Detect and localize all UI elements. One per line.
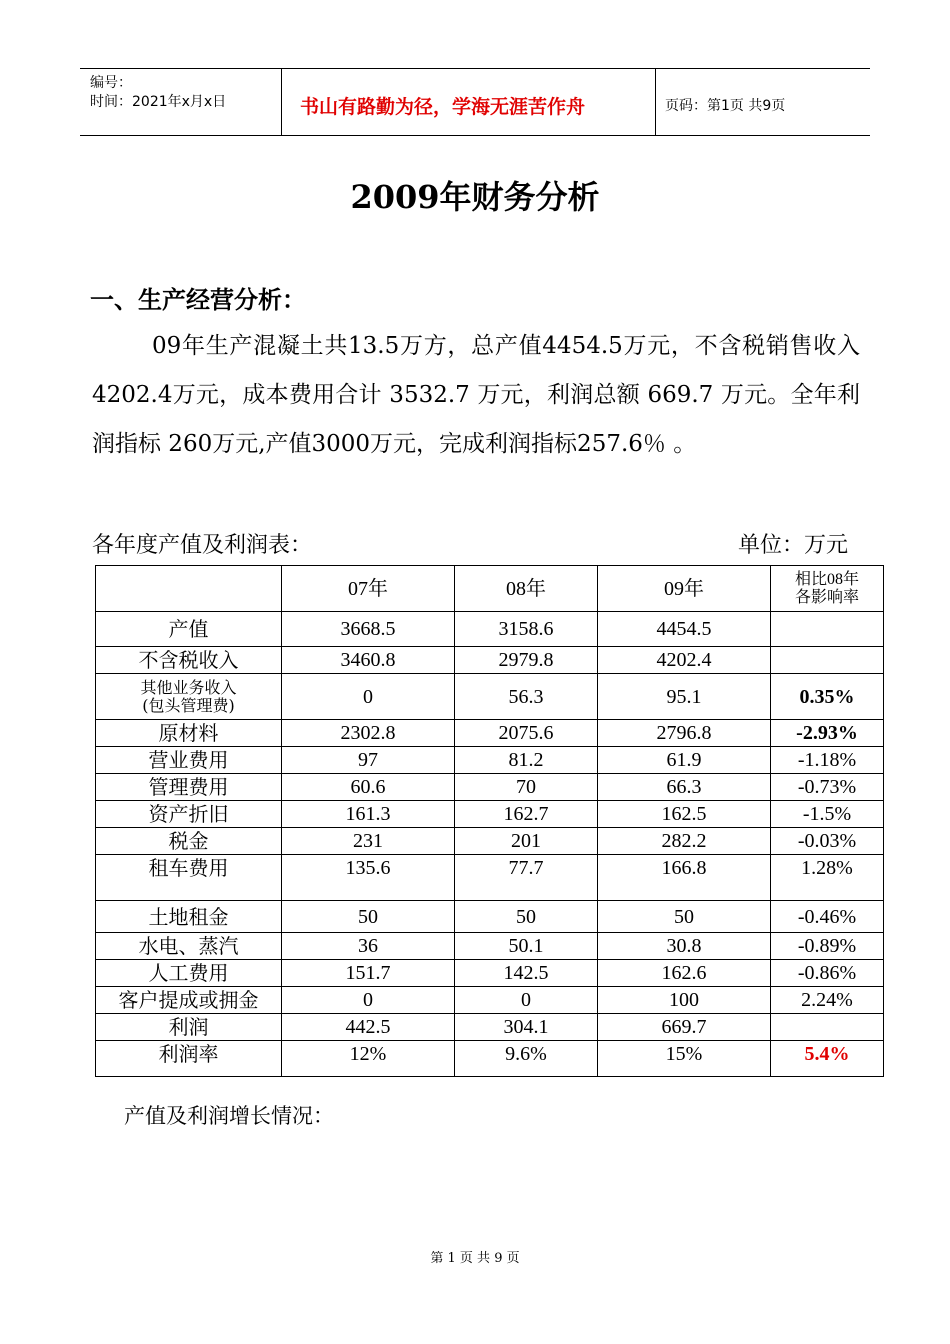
- cell-rate: 5.4%: [771, 1041, 884, 1077]
- cell-07: 36: [282, 933, 455, 960]
- row-label: 租车费用: [96, 855, 282, 901]
- cell-09: 669.7: [598, 1014, 771, 1041]
- table-row: [96, 960, 884, 987]
- cell-08: 162.7: [455, 801, 598, 828]
- row-label: 人工费用: [96, 960, 282, 987]
- table-header-row: [96, 566, 884, 612]
- row-label: 产值: [96, 612, 282, 647]
- table-row: [96, 1014, 884, 1041]
- header-cell-09: 09年: [598, 566, 771, 612]
- table-unit: 单位：万元: [738, 533, 849, 558]
- cell-rate: -0.46%: [771, 901, 884, 933]
- cell-rate: -1.18%: [771, 747, 884, 774]
- growth-caption: 产值及利润增长情况：: [124, 1104, 334, 1128]
- cell-07: 60.6: [282, 774, 455, 801]
- table-row: [96, 828, 884, 855]
- header-rate-line2: 各影响率: [794, 588, 859, 606]
- section-heading: 一、生产经营分析：: [90, 286, 306, 314]
- cell-09: 95.1: [598, 674, 771, 720]
- cell-08: 3158.6: [455, 612, 598, 647]
- cell-rate: 0.35%: [771, 674, 884, 720]
- cell-09: 282.2: [598, 828, 771, 855]
- header-bottom-rule: [80, 135, 870, 136]
- header-divider-left: [281, 68, 282, 136]
- cell-08: 142.5: [455, 960, 598, 987]
- cell-09: 162.5: [598, 801, 771, 828]
- table-row: [96, 1041, 884, 1077]
- cell-07: 2302.8: [282, 720, 455, 747]
- cell-07: 135.6: [282, 855, 455, 901]
- header-cell-07: 07年: [282, 566, 455, 612]
- cell-rate: -2.93%: [771, 720, 884, 747]
- row-label: 客户提成或拥金: [96, 987, 282, 1014]
- row-label: 资产折旧: [96, 801, 282, 828]
- table-row: [96, 747, 884, 774]
- cell-rate: -0.89%: [771, 933, 884, 960]
- cell-rate: [771, 612, 884, 647]
- cell-08: 2979.8: [455, 647, 598, 674]
- cell-07: 161.3: [282, 801, 455, 828]
- cell-07: 0: [282, 674, 455, 720]
- cell-09: 30.8: [598, 933, 771, 960]
- table-row: [96, 674, 884, 720]
- cell-rate: [771, 647, 884, 674]
- header-cell-rate: [771, 566, 884, 612]
- cell-08: 50: [455, 901, 598, 933]
- paragraph-text: 09年生产混凝土共13.5万方，总产值4454.5万元，不含税销售收入4202.4万元，成本费用合计 3532.7 万元，利润总额 669.7 万元。全年利润指标 260万元,产值3000万元，完成利润指标257.6％ 。: [92, 333, 860, 457]
- row-label: [96, 674, 282, 720]
- cell-09: 166.8: [598, 855, 771, 901]
- cell-09: 50: [598, 901, 771, 933]
- cell-08: 0: [455, 987, 598, 1014]
- header-cell-blank: [96, 566, 282, 612]
- row-label: 税金: [96, 828, 282, 855]
- cell-rate: 2.24%: [771, 987, 884, 1014]
- row-label: 不含税收入: [96, 647, 282, 674]
- cell-08: 77.7: [455, 855, 598, 901]
- table-row: [96, 987, 884, 1014]
- cell-07: 3668.5: [282, 612, 455, 647]
- page-footer: 第 1 页 共 9 页: [430, 1251, 520, 1266]
- cell-08: 9.6%: [455, 1041, 598, 1077]
- header-divider-right: [655, 68, 656, 136]
- cell-09: 4454.5: [598, 612, 771, 647]
- doc-date-label: 时间：2021年x月x日: [90, 94, 227, 110]
- cell-09: 4202.4: [598, 647, 771, 674]
- row-label: 利润: [96, 1014, 282, 1041]
- page-title: 2009年财务分析: [350, 178, 600, 216]
- table-row: [96, 647, 884, 674]
- body-paragraph: [92, 322, 860, 469]
- cell-09: 100: [598, 987, 771, 1014]
- cell-07: 442.5: [282, 1014, 455, 1041]
- cell-rate: -1.5%: [771, 801, 884, 828]
- cell-07: 231: [282, 828, 455, 855]
- table-row: [96, 720, 884, 747]
- cell-09: 61.9: [598, 747, 771, 774]
- cell-08: 304.1: [455, 1014, 598, 1041]
- row-label: 水电、蒸汽: [96, 933, 282, 960]
- header-motto: 书山有路勤为径，学海无涯苦作舟: [300, 96, 586, 118]
- table-row: [96, 801, 884, 828]
- table-row: [96, 933, 884, 960]
- header-rate-line1: 相比08年: [794, 570, 859, 588]
- row-label: 管理费用: [96, 774, 282, 801]
- cell-07: 50: [282, 901, 455, 933]
- cell-08: 70: [455, 774, 598, 801]
- cell-08: 56.3: [455, 674, 598, 720]
- header-cell-08: 08年: [455, 566, 598, 612]
- row-label-line1: 其他业务收入: [140, 677, 237, 697]
- financial-table: [95, 565, 884, 1077]
- header-top-rule: [80, 68, 870, 69]
- row-label-line2: (包头管理费): [142, 695, 235, 715]
- table-row: [96, 855, 884, 901]
- row-label: 原材料: [96, 720, 282, 747]
- cell-09: 66.3: [598, 774, 771, 801]
- row-label: 营业费用: [96, 747, 282, 774]
- row-label: 利润率: [96, 1041, 282, 1077]
- row-label: 土地租金: [96, 901, 282, 933]
- cell-rate: -0.73%: [771, 774, 884, 801]
- cell-09: 15%: [598, 1041, 771, 1077]
- cell-07: 12%: [282, 1041, 455, 1077]
- cell-07: 3460.8: [282, 647, 455, 674]
- cell-08: 81.2: [455, 747, 598, 774]
- cell-07: 97: [282, 747, 455, 774]
- cell-rate: [771, 1014, 884, 1041]
- table-row: [96, 774, 884, 801]
- table-caption: 各年度产值及利润表：: [92, 533, 313, 558]
- cell-08: 2075.6: [455, 720, 598, 747]
- cell-09: 2796.8: [598, 720, 771, 747]
- cell-08: 50.1: [455, 933, 598, 960]
- header-page-info: 页码：第1页 共9页: [665, 98, 786, 114]
- cell-07: 151.7: [282, 960, 455, 987]
- cell-rate: -0.86%: [771, 960, 884, 987]
- cell-rate: -0.03%: [771, 828, 884, 855]
- table-row: [96, 612, 884, 647]
- cell-08: 201: [455, 828, 598, 855]
- cell-rate: 1.28%: [771, 855, 884, 901]
- doc-number-label: 编号：: [90, 75, 132, 91]
- cell-09: 162.6: [598, 960, 771, 987]
- table-row: [96, 901, 884, 933]
- cell-07: 0: [282, 987, 455, 1014]
